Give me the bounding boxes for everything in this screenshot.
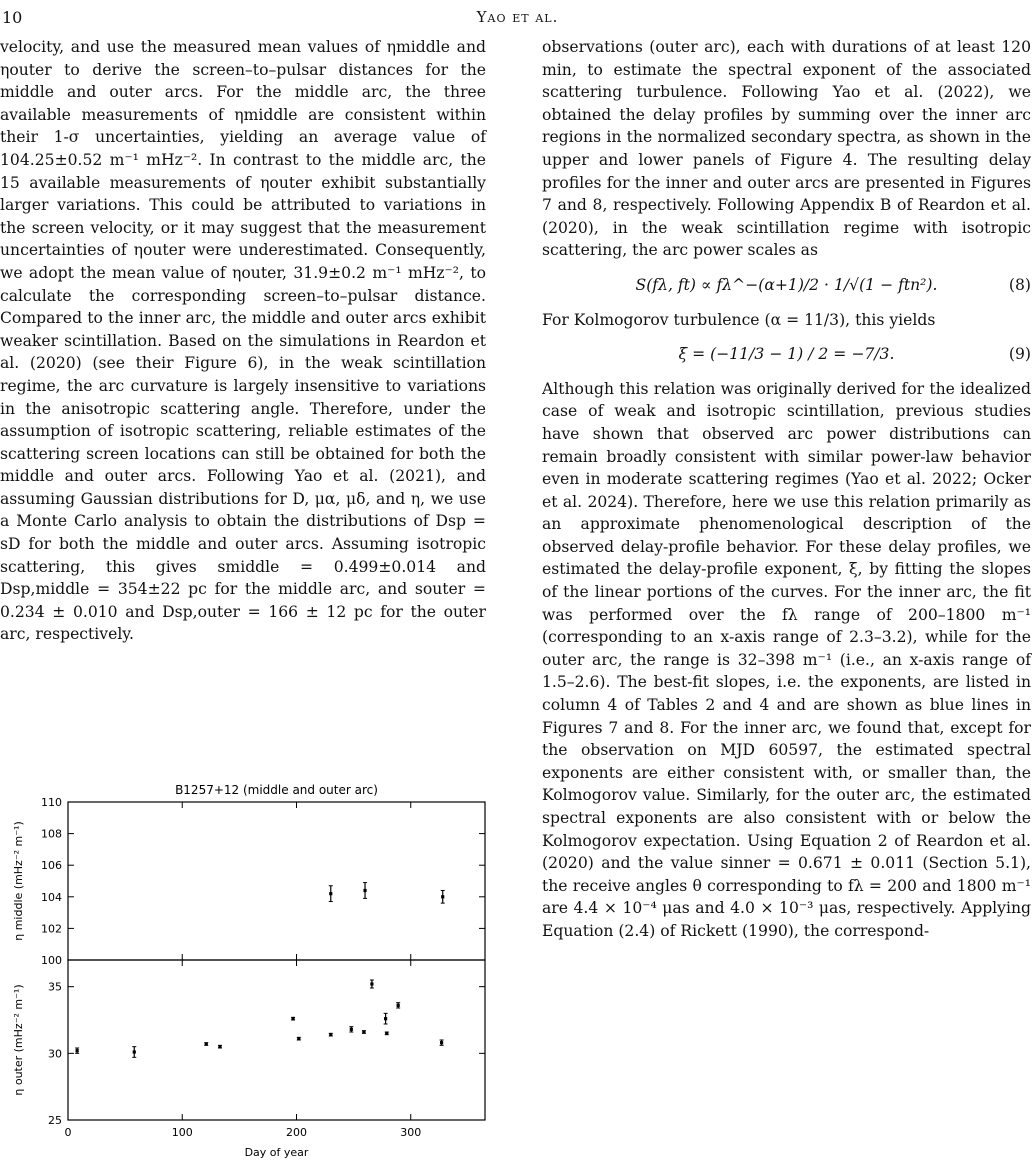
equation-9 [542,343,1031,366]
data-point [362,1030,365,1033]
data-point [76,1049,79,1052]
x-tick-label: 200 [285,1126,307,1139]
equation-9-number: (9) [1008,345,1031,364]
left-column [0,36,486,646]
y-axis-label: η outer (mHz⁻² m⁻¹) [12,984,25,1096]
data-point [133,1050,136,1053]
y-tick-label: 100 [41,954,62,967]
right-paragraph-3: Although this relation was originally derived for the idealized case of weak and isotropic scintillation, previous studies have shown that observed arc power distributions can remain broadly consistent with similar power-law behavior even in moderate scattering regimes (Yao et al. 2022; Ocker et al. 2024). Therefore, here we use this relation primarily as an approximate phenomenological description of the observed delay-profile behavior. For these delay profiles, we estimated the delay-profile exponent, ξ, by fitting the slopes of the linear portions of the curves. For the inner arc, the fit was performed over the fλ range of 200–1800 m⁻¹ (corresponding to an x-axis range of 2.3–3.2), while for the outer arc, the range is 32–398 m⁻¹ (i.e., an x-axis range of 1.5–2.6). The best-fit slopes, i.e. the exponents, are listed in column 4 of Tables 2 and 4 and are shown as blue lines in Figures 7 and 8. For the inner arc, we found that, except for the observation on MJD 60597, the estimated spectral exponents are either consistent with, or smaller than, the Kolmogorov value. Similarly, for the outer arc, the estimated spectral exponents are also consistent with or below the Kolmogorov expectation. Using Equation 2 of Reardon et al. (2020) and the value sinner = 0.671 ± 0.011 (Section 5.1), the receive angles θ corresponding to fλ = 200 and 1800 m⁻¹ are 4.4 × 10⁻⁴ μas and 4.0 × 10⁻³ μas, respectively. Applying Equation (2.4) of Rickett (1990), the correspond- [542,379,1031,940]
page-number: 10 [2,8,23,27]
equation-9-body: ξ = (−11/3 − 1) / 2 = −7/3. [678,345,895,364]
y-tick-label: 30 [48,1047,62,1061]
page-header [0,8,1035,32]
right-column [542,36,1031,943]
data-point [397,1004,400,1007]
data-point [385,1032,388,1035]
data-point [370,982,373,985]
y-tick-label: 106 [41,859,62,873]
data-point [384,1017,387,1020]
data-point [291,1017,294,1020]
data-point [363,889,366,892]
panel-frame [68,960,485,1120]
left-paragraph: velocity, and use the measured mean values of ηmiddle and ηouter to derive the screen–to–pulsar distances for the middle and outer arcs. For the middle arc, the three available measurements of ηmiddle are consistent within their 1-σ uncertainties, yielding an average value of 104.25±0.52 m⁻¹ mHz⁻². In contrast to the middle arc, the 15 available measurements of ηouter exhibit substantially larger variations. This could be attributed to variations in the screen velocity, or it may suggest that the measurement uncertainties of ηouter were underestimated. Consequently, we adopt the mean value of ηouter, 31.9±0.2 m⁻¹ mHz⁻², to calculate the corresponding screen–to–pulsar distance. Compared to the inner arc, the middle and outer arcs exhibit weaker scintillation. Based on the simulations in Reardon et al. (2020) (see their Figure 6), in the weak scintillation regime, the arc curvature is largely insensitive to variations in the anisotropic scattering angle. Therefore, under the assumption of isotropic scattering, reliable estimates of the scattering screen locations can still be obtained for both the middle and outer arcs. Following Yao et al. (2021), and assuming Gaussian distributions for D, μα, μδ, and η, we use a Monte Carlo analysis to obtain the distributions of Dsp = sD for both the middle and outer arcs. Assuming isotropic scattering, this gives smiddle = 0.499±0.014 and Dsp,middle = 354±22 pc for the middle arc, and souter = 0.234 ± 0.010 and Dsp,outer = 166 ± 12 pc for the outer arc, respectively. [0,38,486,644]
x-tick-label: 0 [64,1126,72,1139]
data-point [440,1041,443,1044]
equation-8 [542,274,1031,297]
equation-8-body: S(fλ, ft) ∝ fλ^−(α+1)/2 · 1/√(1 − ftn²). [635,275,938,294]
y-tick-label: 102 [41,922,62,936]
data-point [205,1042,208,1045]
chart-title: B1257+12 (middle and outer arc) [175,783,378,797]
right-paragraph-1: observations (outer arc), each with durations of at least 120 min, to estimate the spectral exponent of the associated scattering turbulence. Following Yao et al. (2022), we obtained the delay profiles by summing over the inner arc regions in the normalized secondary spectra, as shown in the upper and lower panels of Figure 4. The resulting delay profiles for the inner and outer arcs are presented in Figures 7 and 8, respectively. Following Appendix B of Reardon et al. (2020), in the weak scintillation regime with isotropic scattering, the arc power scales as [542,38,1031,260]
data-point [350,1028,353,1031]
running-head: Yao et al. [476,8,559,26]
equation-8-number: (8) [1008,275,1031,294]
x-tick-label: 300 [400,1126,422,1139]
data-point [329,892,332,895]
figure-eta-vs-day [0,762,500,1162]
data-point [297,1037,300,1040]
y-tick-label: 110 [41,796,62,809]
x-axis-label: Day of year [244,1146,309,1159]
y-axis-label: η middle (mHz⁻² m⁻¹) [12,821,25,941]
eta-chart [0,762,500,1162]
data-point [441,895,444,898]
y-tick-label: 35 [48,980,62,994]
panel-frame [68,802,485,960]
x-tick-label: 100 [171,1126,193,1139]
right-paragraph-2: For Kolmogorov turbulence (α = 11/3), this yields [542,310,936,329]
data-point [329,1033,332,1036]
data-point [218,1045,221,1048]
y-tick-label: 108 [41,827,62,841]
y-tick-label: 104 [41,890,62,904]
y-tick-label: 25 [48,1114,62,1127]
